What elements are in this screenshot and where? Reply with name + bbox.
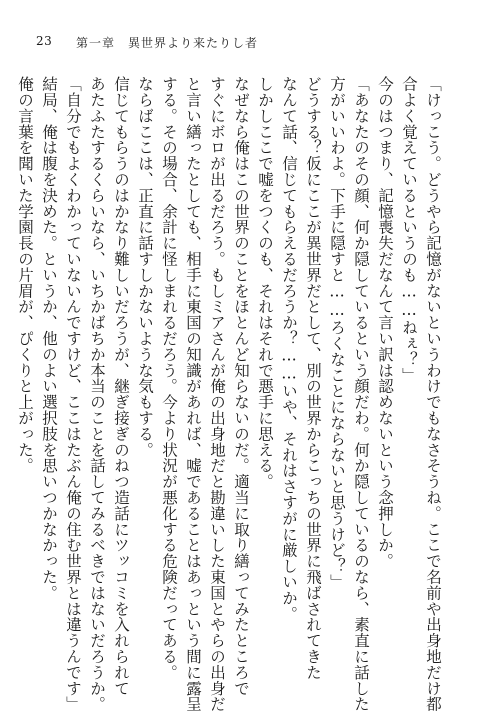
novel-body-text xyxy=(16,76,445,712)
running-header xyxy=(36,34,476,56)
text-line: 合よく覚えているというのも……ねぇ？」 xyxy=(400,76,418,384)
text-line: どうする？仮にここが異世界だとして、別の世界からこっちの世界に飛ばされてきた xyxy=(304,76,322,681)
text-line: 「けっこう。どうやら記憶がないというわけでもなさそうね。ここで名前や出身地だけ都 xyxy=(424,76,442,712)
text-line: あたふたするくらいなら、いちかばちか本当のことを話してみるべきではないだろうか。 xyxy=(88,76,106,712)
text-line: と言い繕ったとしても、相手に東国の知識があれば、嘘であることはあっという間に露呈 xyxy=(184,76,202,712)
text-line: ならばここは、正直に話すしかないような気もする。 xyxy=(136,76,154,458)
text-line: 今のはつまり、記憶喪失だなんて言い訳は認めないという念押しか。 xyxy=(376,76,394,569)
text-line: なぜなら俺はこの世界のことをほとんど知らないのだ。適当に取り繕ってみたところで xyxy=(232,76,250,697)
text-line: しかしここで嘘をつくのも、それはそれで悪手に思える。 xyxy=(256,76,274,490)
text-line: すぐにボロが出るだろう。もしミアさんが俺の出身地だと勘違いした東国とやらの出身だ xyxy=(208,76,226,712)
text-line: 信じてもらうのはかなり難しいだろうが、継ぎ接ぎのねつ造話にツッコミを入れられて xyxy=(112,76,130,697)
page-number: 23 xyxy=(36,34,53,48)
text-line: 方がいいわよ。下手に隠すと……ろくなことにならないと思うけど？」 xyxy=(328,76,346,590)
text-line: する。その場合、余計に怪しまれるだろう。今より状況が悪化する危険だってある。 xyxy=(160,76,178,681)
text-line: 結局、俺は腹を決めた。というか、他のよい選択肢を思いつかなかった。 xyxy=(40,76,58,601)
text-line: 俺の言葉を聞いた学園長の片眉が、ぴくりと上がった。 xyxy=(16,76,34,474)
text-line: なんて話、信じてもらえるだろうか？……いや、それはさすがに厳しいか。 xyxy=(280,76,298,622)
chapter-title: 第一章 異世界より来たりし者 xyxy=(76,36,259,50)
text-line: 「あなたのその顔、何か隠しているという顔だわ。何か隠しているのなら、素直に話した xyxy=(352,76,370,712)
text-line: 「自分でもよくわかっていないんですけど、ここはたぶん俺の住む世界とは違うんです」 xyxy=(64,76,82,712)
